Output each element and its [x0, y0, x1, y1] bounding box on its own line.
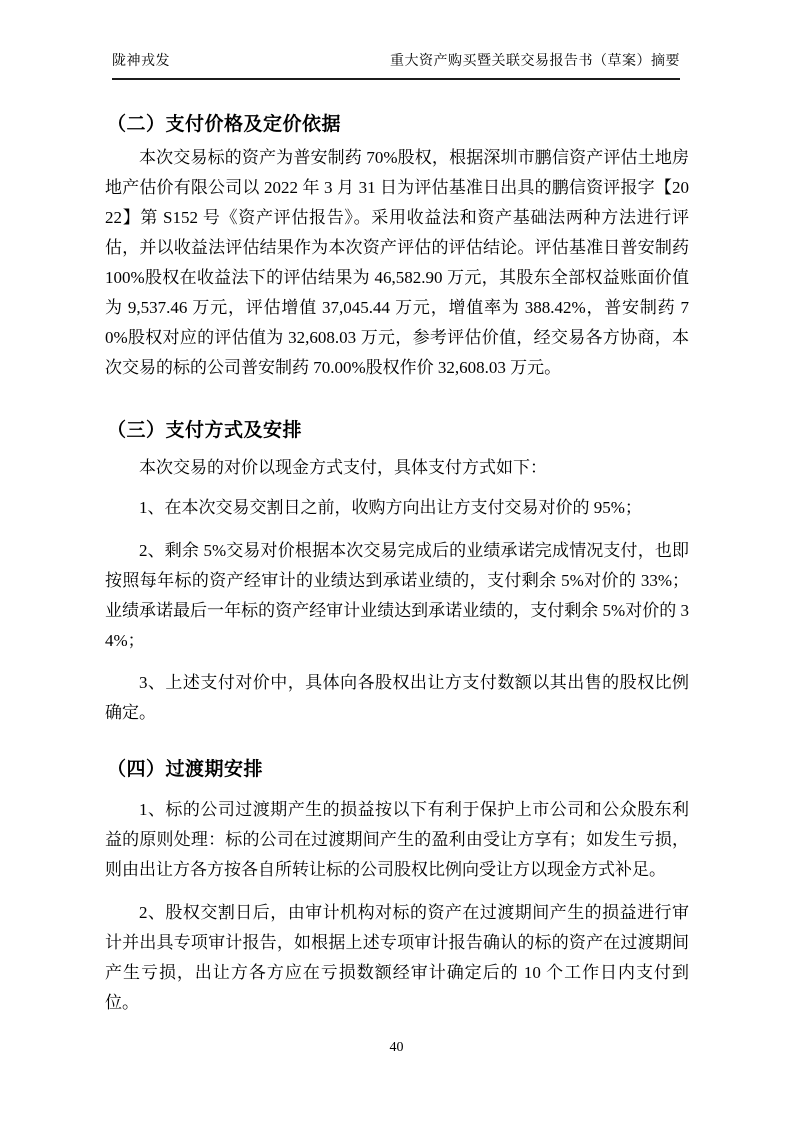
paragraph-payment-item-2: 2、剩余 5%交易对价根据本次交易完成后的业绩承诺完成情况支付，也即按照每年标的资产经审计的业绩达到承诺业绩的，支付剩余 5%对价的 33%；业绩承诺最后一年标的资产经审计业绩达到承诺业绩的，支付剩余 5%对价的 34%； [105, 541, 689, 650]
paragraph-transition-item-2: 2、股权交割日后，由审计机构对标的资产在过渡期间产生的损益进行审计并出具专项审计报告，如根据上述专项审计报告确认的标的资产在过渡期间产生亏损，出让方各方应在亏损数额经审计确定后的 10 个工作日内支付到位。 [105, 903, 689, 1012]
paragraph-transition-item-1: 1、标的公司过渡期产生的损益按以下有利于保护上市公司和公众股东利益的原则处理：标的公司在过渡期间产生的盈利由受让方享有；如发生亏损，则由出让方各方按各自所转让标的公司股权比例向受让方以现金方式补足。 [105, 800, 689, 879]
paragraph-payment-intro: 本次交易的对价以现金方式支付，具体支付方式如下： [139, 458, 547, 477]
paragraph-valuation-details: 本次交易标的资产为普安制药 70%股权，根据深圳市鹏信资产评估土地房地产估价有限公司以 2022 年 3 月 31 日为评估基准日出具的鹏信资评报字【2022】第 S152 号《资产评估报告》。采用收益法和资产基础法两种方法进行评估，并以收益法评估结果作为本次资产评估的评估结论。评估基准日普安制药 100%股权在收益法下的评估结果为 46,582.90 万元，其股东全部权益账面价值为 9,537.46 万元，评估增值 37,045.44 万元，增值率为 388.42%，普安制药 70%股权对应的评估值为 32,608.03 万元，参考评估价值，经交易各方协商，本次交易的标的公司普安制药 70.00%股权作价 32,608.03 万元。 [105, 148, 689, 377]
section-heading-transition-period: （四）过渡期安排 [107, 759, 264, 780]
header-document-title: 重大资产购买暨关联交易报告书（草案）摘要 [390, 54, 680, 69]
page-header [112, 52, 680, 80]
section-heading-payment-price-basis: （二）支付价格及定价依据 [107, 114, 342, 135]
page-number: 40 [389, 1040, 404, 1055]
section-heading-payment-method: （三）支付方式及安排 [107, 420, 303, 441]
paragraph-payment-item-3: 3、上述支付对价中，具体向各股权出让方支付数额以其出售的股权比例确定。 [105, 673, 689, 722]
document-body [105, 112, 689, 1018]
page-footer [0, 1038, 793, 1058]
header-company-name: 陇神戎发 [112, 54, 170, 69]
paragraph-payment-item-1: 1、在本次交易交割日之前，收购方向出让方支付交易对价的 95%； [139, 498, 642, 517]
